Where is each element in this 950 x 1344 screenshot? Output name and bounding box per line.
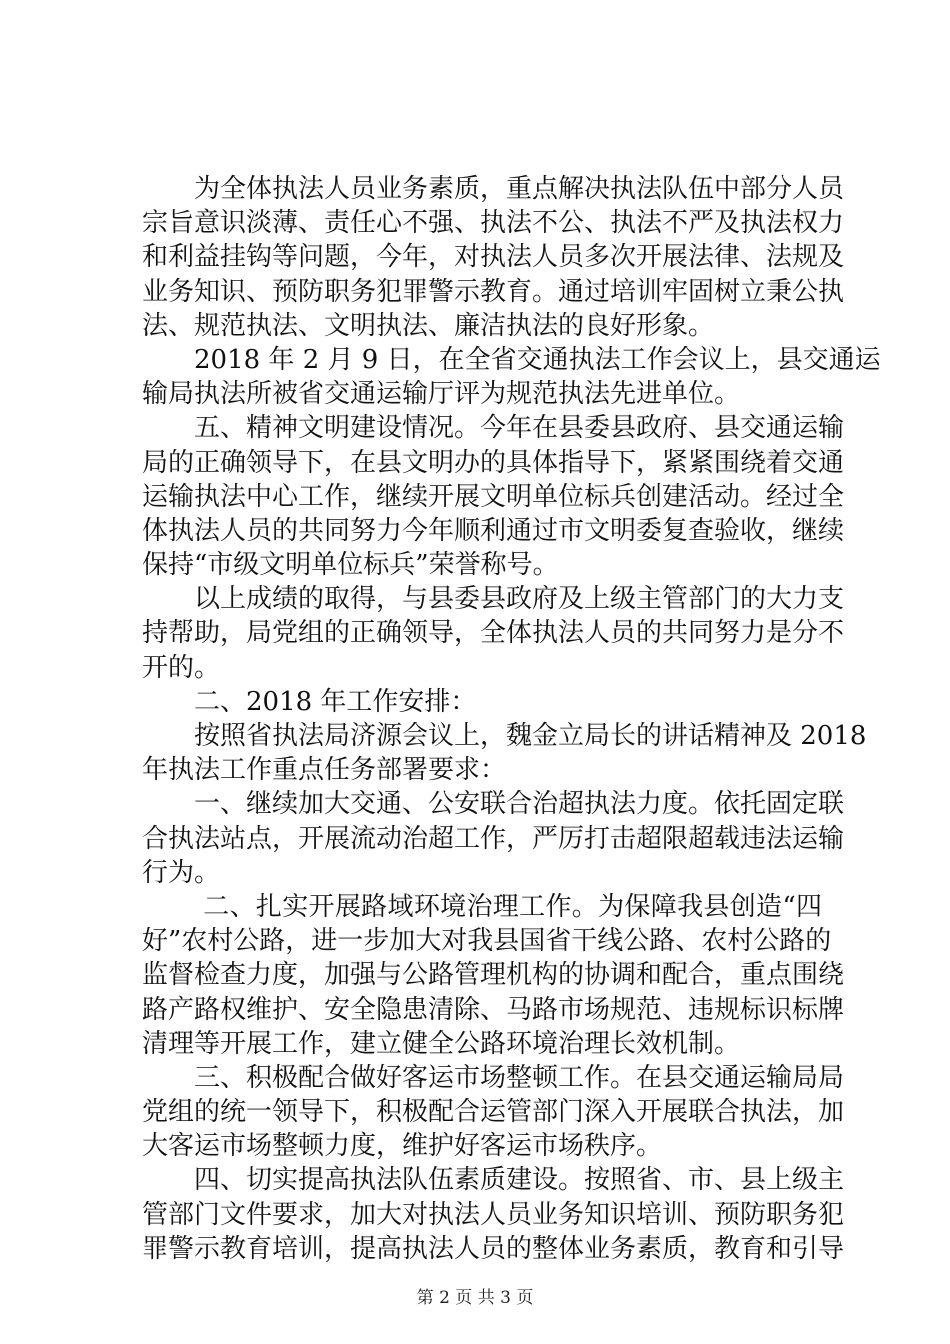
text-line: 三、积极配合做好客运市场整顿工作。在县交通运输局局 xyxy=(142,1062,845,1093)
paragraph xyxy=(142,890,845,1061)
text-line: 业务知识、预防职务犯罪警示教育。通过培训牢固树立秉公执 xyxy=(142,276,845,307)
text-line: 为全体执法人员业务素质，重点解决执法队伍中部分人员 xyxy=(142,174,845,204)
text-line: 管部门文件要求，加大对执法人员业务知识培训、预防职务犯 xyxy=(142,1199,845,1230)
text-line: 运输执法中心工作，继续开展文明单位标兵创建活动。经过全 xyxy=(142,481,845,512)
text-line: 局的正确领导下，在县文明办的具体指导下，紧紧围绕着交通 xyxy=(142,447,845,478)
text-line: 持帮助，局党组的正确领导，全体执法人员的共同努力是分不 xyxy=(142,618,845,649)
document-body xyxy=(142,172,881,1266)
text-line: 大客运市场整顿力度，维护好客运市场秩序。 xyxy=(142,1131,663,1162)
paragraph xyxy=(142,787,845,890)
text-line: 行为。 xyxy=(142,857,221,888)
paragraph xyxy=(142,343,881,411)
text-line: 清理等开展工作，建立健全公路环境治理长效机制。 xyxy=(142,1028,741,1059)
text-line: 年执法工作重点任务部署要求： xyxy=(142,755,507,786)
text-line: 二、扎实开展路域环境治理工作。为保障我县创造“四 xyxy=(142,891,822,922)
text-line: 保持“市级文明单位标兵”荣誉称号。 xyxy=(142,550,559,581)
text-line: 输局执法所被省交通运输厅评为规范执法先进单位。 xyxy=(142,379,741,410)
paragraph xyxy=(142,719,867,787)
paragraph xyxy=(142,411,845,582)
text-line: 2018 年 2 月 9 日，在全省交通执法工作会议上，县交通运 xyxy=(142,344,881,375)
paragraph xyxy=(142,1061,845,1164)
paragraph xyxy=(142,685,822,719)
text-line: 体执法人员的共同努力今年顺利通过市文明委复查验收，继续 xyxy=(142,515,845,546)
text-line: 合执法站点，开展流动治超工作，严厉打击超限超载违法运输 xyxy=(142,823,845,854)
paragraph xyxy=(142,582,845,685)
paragraph xyxy=(142,1163,845,1266)
text-line: 一、继续加大交通、公安联合治超执法力度。依托固定联 xyxy=(142,789,845,820)
text-line: 按照省执法局济源会议上，魏金立局长的讲话精神及 2018 xyxy=(142,721,867,751)
text-line: 以上成绩的取得，与县委县政府及上级主管部门的大力支 xyxy=(142,584,845,615)
text-line: 党组的统一领导下，积极配合运管部门深入开展联合执法，加 xyxy=(142,1097,845,1128)
text-line: 监督检查力度，加强与公路管理机构的协调和配合，重点围绕 xyxy=(142,960,845,991)
text-line: 四、切实提高执法队伍素质建设。按照省、市、县上级主 xyxy=(142,1165,845,1196)
text-line: 和利益挂钩等问题，今年，对执法人员多次开展法律、法规及 xyxy=(142,242,845,273)
text-line: 二、2018 年工作安排： xyxy=(142,686,477,717)
text-line: 宗旨意识淡薄、责任心不强、执法不公、执法不严及执法权力 xyxy=(142,208,845,239)
text-line: 开的。 xyxy=(142,652,221,683)
text-line: 五、精神文明建设情况。今年在县委县政府、县交通运输 xyxy=(142,413,845,444)
text-line: 罪警示教育培训，提高执法人员的整体业务素质，教育和引导 xyxy=(142,1233,845,1264)
text-line: 好”农村公路，进一步加大对我县国省干线公路、农村公路的 xyxy=(142,926,832,957)
paragraph xyxy=(142,172,845,343)
text-line: 法、规范执法、文明执法、廉洁执法的良好形象。 xyxy=(142,310,715,341)
text-line: 路产路权维护、安全隐患清除、马路市场规范、违规标识标牌 xyxy=(142,994,845,1025)
page-footer: 第 2 页 共 3 页 xyxy=(416,1288,534,1308)
